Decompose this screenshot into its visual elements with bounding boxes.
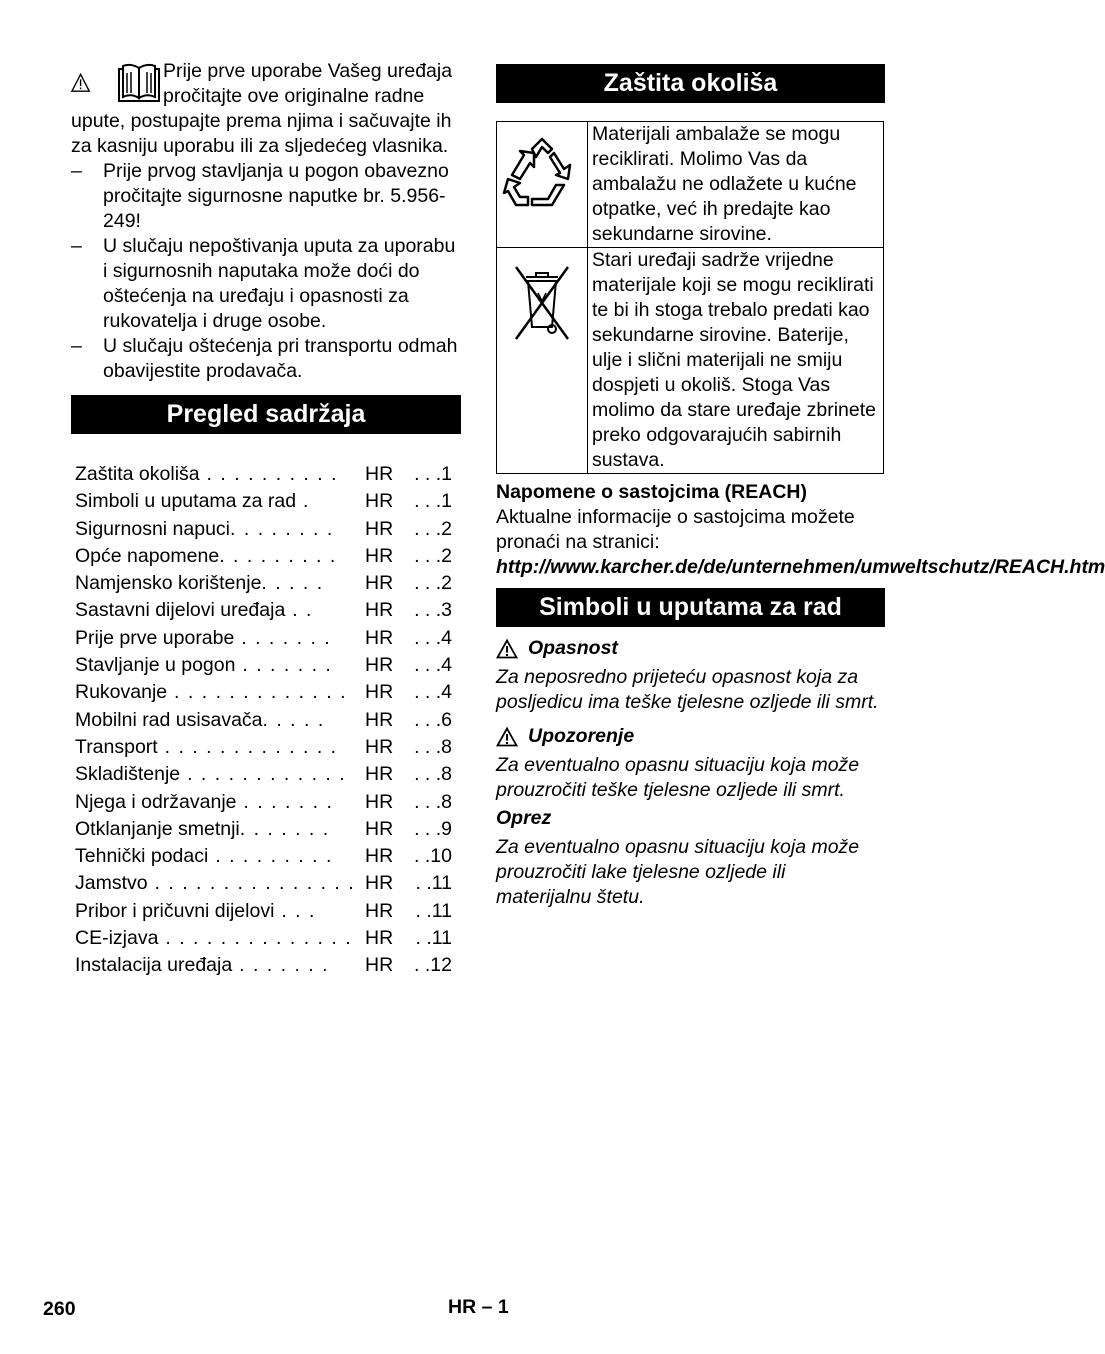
toc-entry-lang: HR (365, 572, 394, 595)
table-row (497, 248, 884, 474)
toc-entry-page: . . .4 (414, 626, 452, 649)
toc-entry-lang: HR (365, 872, 394, 895)
toc-row[interactable] (75, 925, 461, 952)
toc-entry-page: . . .9 (414, 817, 452, 840)
toc-entry-title: Pribor i pričuvni dijelovi . . . (75, 899, 316, 922)
environment-old-devices-text: Stari uređaji sadrže vrijedne materijale koji se mogu reciklirati te bi ih stoga trebalo predati kao sekundarne sirovine. Baterije, ulje i slični materijali ne smiju dospjeti u okoliš. Stoga Vas molimo da stare uređaje zbrinete preko odgovarajućih sabirnih sustava. (588, 248, 884, 474)
toc-entry-lang: HR (365, 817, 394, 840)
toc-row[interactable] (75, 679, 461, 706)
toc-entry-title: Rukovanje . . . . . . . . . . . . . (75, 681, 348, 704)
list-item: – Prije prvog stavljanja u pogon obavezno pročitajte sigurnosne naputke br. 5.956-249! (71, 160, 449, 232)
toc-entry-lang: HR (365, 763, 394, 786)
left-column (71, 59, 461, 980)
toc-entry-title: Namjensko korištenje. . . . . (75, 572, 324, 595)
toc-row[interactable] (75, 761, 461, 788)
toc-entry-page: . . .2 (414, 544, 452, 567)
toc-heading: Pregled sadržaja (71, 395, 461, 434)
toc-entry-title: Instalacija uređaja . . . . . . . (75, 954, 330, 977)
caution-heading: Oprez (496, 807, 552, 829)
toc-entry-title: Jamstvo . . . . . . . . . . . . . . . (75, 872, 356, 895)
intro-icons (71, 61, 163, 107)
toc-entry-page: . . .2 (414, 517, 452, 540)
toc-entry-page: . .11 (415, 899, 452, 922)
environment-heading: Zaštita okoliša (496, 64, 885, 103)
table-row (497, 122, 884, 248)
toc-row[interactable] (75, 652, 461, 679)
toc-entry-page: . .12 (414, 954, 452, 977)
toc-row[interactable] (75, 488, 461, 515)
toc-entry-lang: HR (365, 927, 394, 950)
toc-entry-title: Stavljanje u pogon . . . . . . . (75, 654, 333, 677)
intro-bullet-list (71, 159, 461, 384)
list-item: – U slučaju nepoštivanja uputa za uporabu i sigurnosnih naputaka može doći do oštećenja na uređaju i opasnosti za rukovatelja i druge osobe. (71, 235, 456, 332)
toc-entry-title: Tehnički podaci . . . . . . . . . (75, 845, 333, 868)
toc-entry-lang: HR (365, 681, 394, 704)
page-label: HR – 1 (448, 1296, 509, 1318)
toc-entry-title: Opće napomene. . . . . . . . . (75, 544, 337, 567)
toc-entry-lang: HR (365, 708, 394, 731)
toc-entry-lang: HR (365, 654, 394, 677)
crossed-bin-icon (512, 263, 572, 343)
symbols-heading: Simboli u uputama za rad (496, 588, 885, 627)
toc-entry-title: Mobilni rad usisavača. . . . . (75, 708, 325, 731)
environment-packaging-text: Materijali ambalaže se mogu reciklirati. Molimo Vas da ambalažu ne odlažete u kućne otpatke, već ih predajte kao sekundarne sirovine. (588, 122, 884, 248)
environment-table (496, 121, 884, 474)
warning-triangle-icon (71, 61, 113, 105)
toc-entry-lang: HR (365, 845, 394, 868)
toc-entry-title: Njega i održavanje . . . . . . . (75, 790, 334, 813)
toc-entry-page: . . .2 (414, 572, 452, 595)
toc-entry-lang: HR (365, 490, 394, 513)
toc-row[interactable] (75, 543, 461, 570)
toc-row[interactable] (75, 707, 461, 734)
reach-link[interactable]: http://www.karcher.de/de/unternehmen/umweltschutz/REACH.htm (496, 556, 1105, 578)
right-column (496, 64, 1105, 910)
table-of-contents (71, 461, 461, 980)
page-number: 260 (43, 1298, 76, 1320)
toc-entry-page: . . .8 (414, 790, 452, 813)
toc-entry-page: . .11 (415, 872, 452, 895)
toc-entry-page: . . .4 (414, 681, 452, 704)
toc-row[interactable] (75, 789, 461, 816)
reach-heading: Napomene o sastojcima (REACH) (496, 481, 807, 503)
danger-text: Za neposredno prijeteću opasnost koja za posljedicu ima teške tjelesne ozljede ili smrt. (496, 666, 879, 713)
toc-row[interactable] (75, 570, 461, 597)
recycle-icon (502, 133, 582, 213)
toc-entry-title: Zaštita okoliša . . . . . . . . . . (75, 463, 338, 485)
warning-text: Za eventualno opasnu situaciju koja može prouzročiti teške tjelesne ozljede ili smrt. (496, 754, 860, 801)
toc-entry-lang: HR (365, 463, 394, 485)
toc-entry-title: Transport . . . . . . . . . . . . . (75, 735, 338, 758)
crossed-bin-icon-cell (497, 248, 588, 474)
toc-entry-lang: HR (365, 954, 394, 977)
toc-entry-page: . . .6 (414, 708, 452, 731)
toc-entry-page: . .11 (415, 927, 452, 950)
caution-text: Za eventualno opasnu situaciju koja može prouzročiti lake tjelesne ozljede ili materijalnu štetu. (496, 836, 860, 908)
toc-entry-lang: HR (365, 626, 394, 649)
toc-entry-page: . . .8 (414, 735, 452, 758)
toc-entry-lang: HR (365, 790, 394, 813)
warning-triangle-icon (496, 639, 518, 659)
toc-entry-page: . .10 (414, 845, 452, 868)
toc-row[interactable] (75, 843, 461, 870)
toc-entry-lang: HR (365, 544, 394, 567)
toc-entry-page: . . .3 (414, 599, 452, 622)
recycle-icon-cell (497, 122, 588, 248)
toc-entry-page: . . .1 (414, 463, 452, 485)
toc-entry-title: Sastavni dijelovi uređaja . . (75, 599, 313, 622)
toc-row[interactable] (75, 625, 461, 652)
toc-row[interactable] (75, 870, 461, 897)
toc-entry-lang: HR (365, 735, 394, 758)
open-book-icon (117, 61, 161, 105)
warning-heading: Upozorenje (496, 724, 885, 749)
warning-triangle-icon (496, 727, 518, 747)
list-item: – U slučaju oštećenja pri transportu odmah obavijestite prodavača. (71, 335, 458, 382)
toc-row[interactable] (75, 597, 461, 624)
toc-entry-title: CE-izjava . . . . . . . . . . . . . . (75, 927, 353, 950)
toc-entry-title: Otklanjanje smetnji. . . . . . . (75, 817, 330, 840)
toc-row[interactable] (75, 461, 461, 488)
toc-entry-lang: HR (365, 899, 394, 922)
toc-entry-title: Sigurnosni napuci. . . . . . . . (75, 517, 334, 540)
toc-row[interactable] (75, 952, 461, 979)
toc-entry-title: Skladištenje . . . . . . . . . . . . (75, 763, 347, 786)
intro-text: Prije prve uporabe Vašeg uređaja pročitajte ove originalne radne upute, postupajte prema njima i sačuvajte ih za kasniju uporabu ili za sljedećeg vlasnika. (71, 60, 453, 157)
toc-entry-lang: HR (365, 517, 394, 540)
toc-entry-page: . . .1 (414, 490, 452, 513)
reach-text: Aktualne informacije o sastojcima možete pronaći na stranici: (496, 506, 855, 553)
toc-entry-page: . . .8 (414, 763, 452, 786)
toc-row[interactable] (75, 898, 461, 925)
toc-entry-page: . . .4 (414, 654, 452, 677)
toc-row[interactable] (75, 734, 461, 761)
toc-entry-lang: HR (365, 599, 394, 622)
toc-entry-title: Simboli u uputama za rad . (75, 490, 310, 513)
toc-entry-title: Prije prve uporabe . . . . . . . (75, 626, 332, 649)
intro-block (71, 59, 461, 159)
toc-row[interactable] (75, 816, 461, 843)
toc-row[interactable] (75, 516, 461, 543)
danger-heading: Opasnost (496, 636, 885, 661)
